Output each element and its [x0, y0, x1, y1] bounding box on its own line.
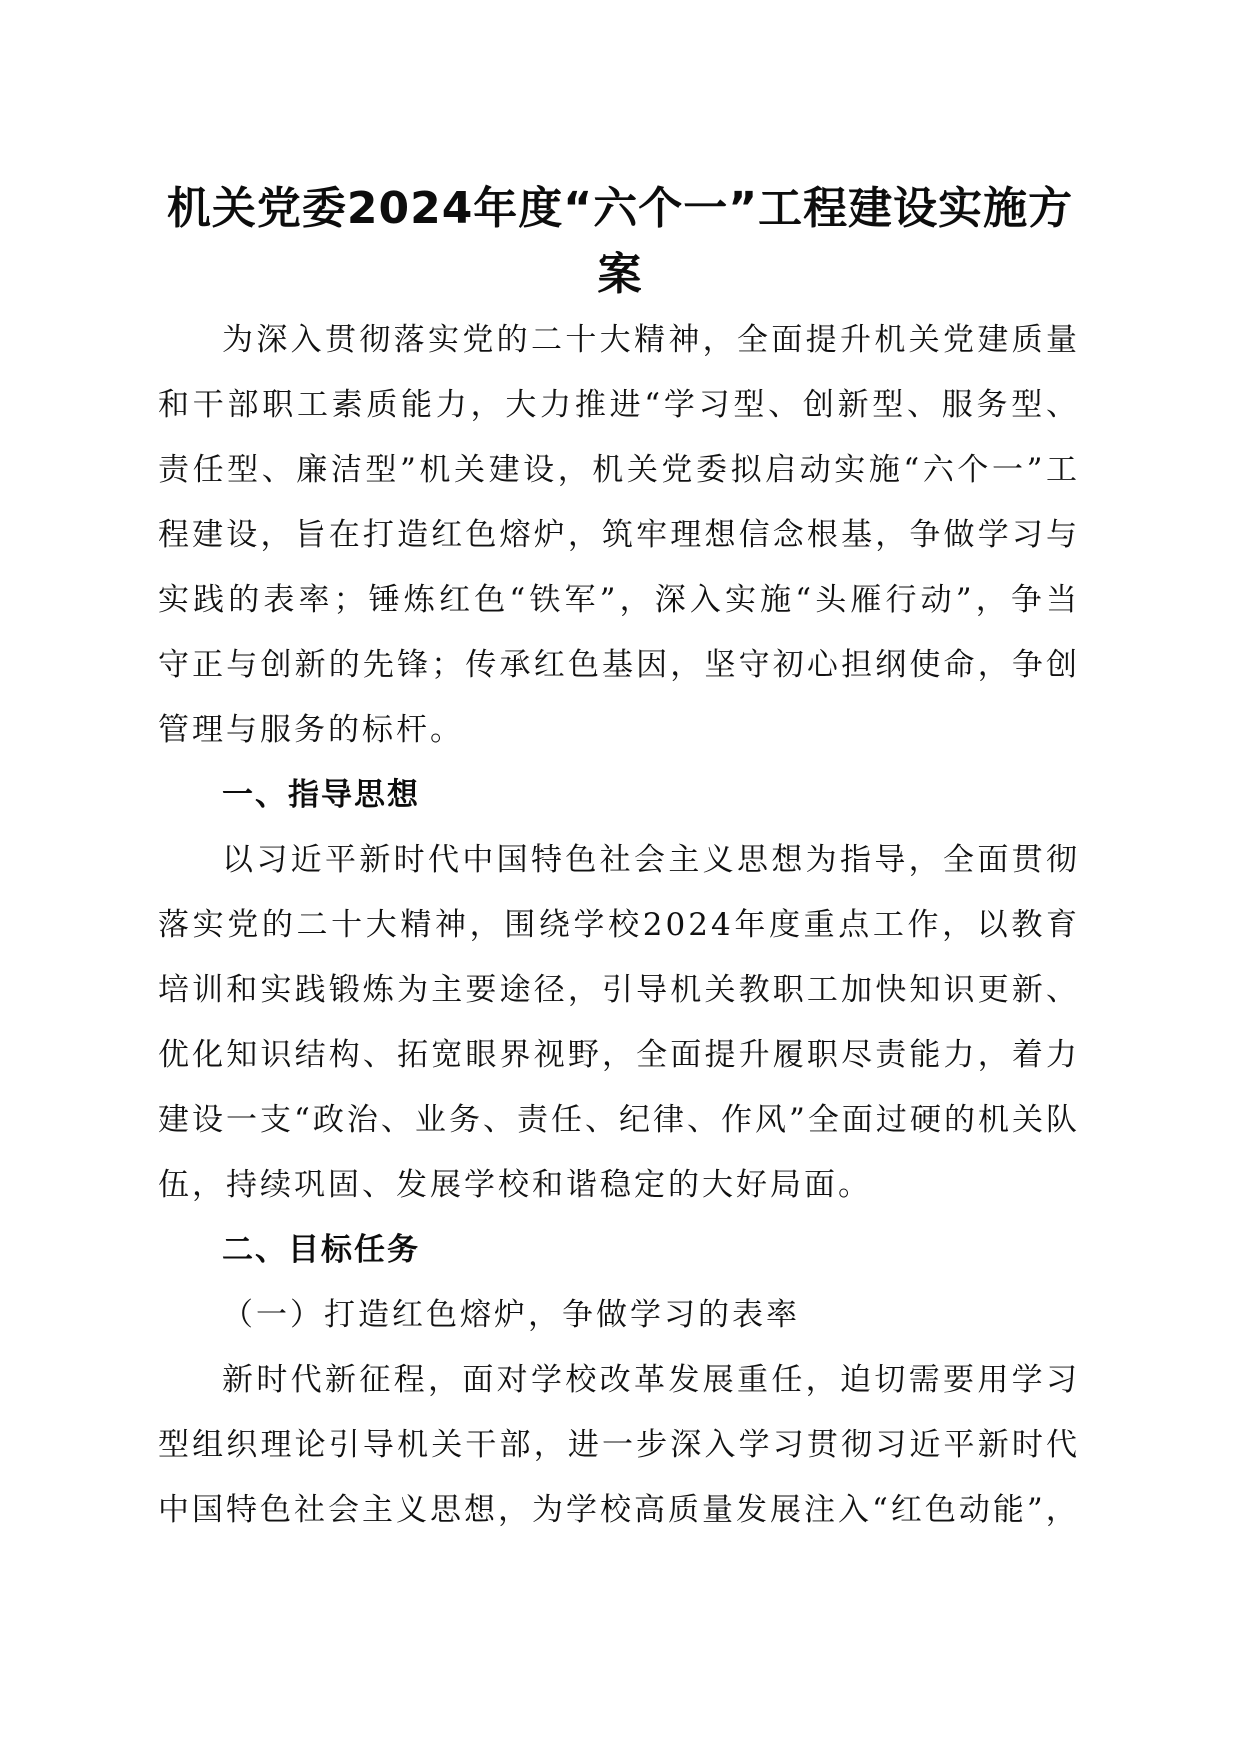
red-furnace-paragraph: 新时代新征程，面对学校改革发展重任，迫切需要用学习型组织理论引导机关干部，进一步深入学习贯彻习近平新时代中国特色社会主义思想，为学校高质量发展注入“红色动能”， [158, 1362, 1080, 1528]
subsection-heading-red-furnace: （一）打造红色熔炉，争做学习的表率 [222, 1297, 800, 1333]
document-title: 机关党委2024年度“六个一”工程建设实施方案 [166, 183, 1074, 300]
intro-paragraph: 为深入贯彻落实党的二十大精神，全面提升机关党建质量和干部职工素质能力，大力推进“学习型、创新型、服务型、责任型、廉洁型”机关建设，机关党委拟启动实施“六个一”工程建设，旨在打造红色熔炉，筑牢理想信念根基，争做学习与实践的表率；锤炼红色“铁军”，深入实施“头雁行动”，争当守正与创新的先锋；传承红色基因，坚守初心担纲使命，争创管理与服务的标杆。 [158, 322, 1080, 748]
section-heading-goals-tasks: 二、目标任务 [222, 1232, 420, 1268]
document-body [158, 308, 1080, 1543]
guiding-ideology-paragraph: 以习近平新时代中国特色社会主义思想为指导，全面贯彻落实党的二十大精神，围绕学校2024年度重点工作，以教育培训和实践锻炼为主要途径，引导机关教职工加快知识更新、优化知识结构、拓宽眼界视野，全面提升履职尽责能力，着力建设一支“政治、业务、责任、纪律、作风”全面过硬的机关队伍，持续巩固、发展学校和谐稳定的大好局面。 [158, 842, 1080, 1203]
section-heading-guiding-ideology: 一、指导思想 [222, 777, 420, 813]
